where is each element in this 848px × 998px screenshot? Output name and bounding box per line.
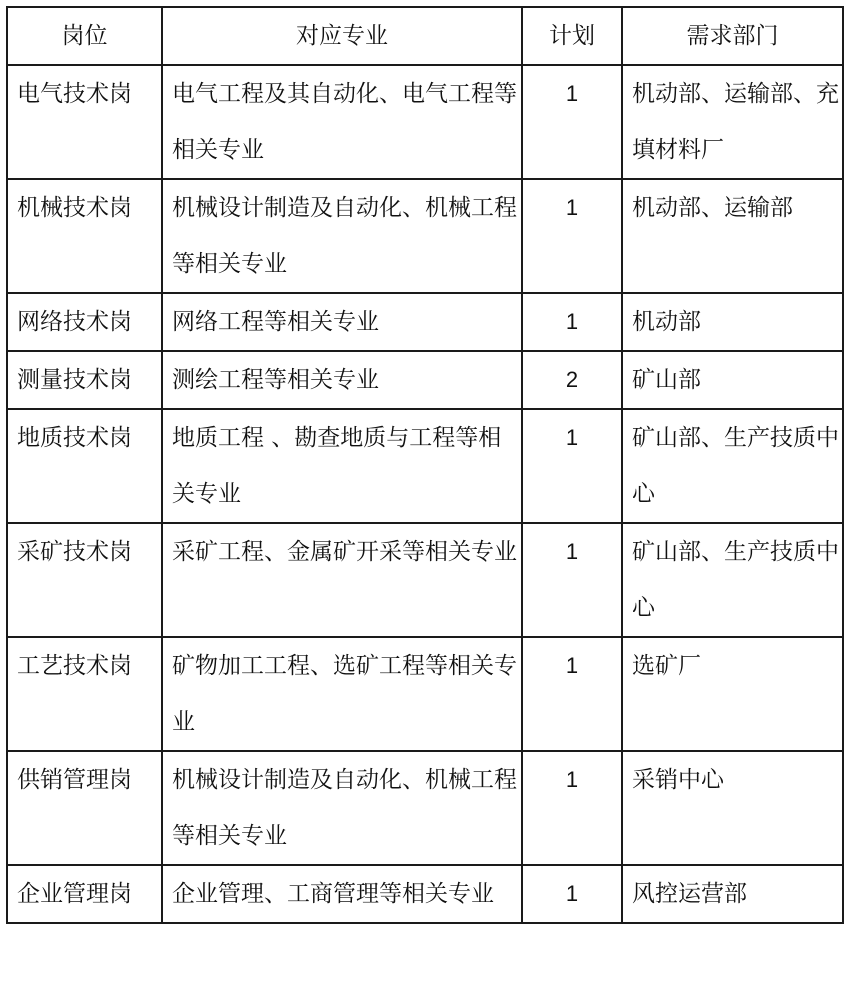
cell-major: 电气工程及其自动化、电气工程等相关专业	[162, 65, 522, 179]
header-plan: 计划	[522, 7, 622, 65]
cell-plan: 1	[522, 523, 622, 637]
cell-major: 机械设计制造及自动化、机械工程等相关专业	[162, 751, 522, 865]
cell-major: 机械设计制造及自动化、机械工程等相关专业	[162, 179, 522, 293]
cell-plan: 1	[522, 637, 622, 751]
cell-major: 地质工程 、勘查地质与工程等相关专业	[162, 409, 522, 523]
cell-dept: 机动部、运输部	[622, 179, 843, 293]
cell-post: 供销管理岗	[7, 751, 162, 865]
cell-post: 电气技术岗	[7, 65, 162, 179]
cell-dept: 矿山部	[622, 351, 843, 409]
table-row	[7, 637, 843, 751]
table-row	[7, 409, 843, 523]
cell-post: 地质技术岗	[7, 409, 162, 523]
cell-plan: 2	[522, 351, 622, 409]
cell-dept: 采销中心	[622, 751, 843, 865]
header-major: 对应专业	[162, 7, 522, 65]
cell-plan: 1	[522, 409, 622, 523]
cell-post: 机械技术岗	[7, 179, 162, 293]
cell-major: 企业管理、工商管理等相关专业	[162, 865, 522, 923]
cell-plan: 1	[522, 179, 622, 293]
table-body	[7, 65, 843, 923]
cell-plan: 1	[522, 65, 622, 179]
table-row	[7, 65, 843, 179]
cell-major: 网络工程等相关专业	[162, 293, 522, 351]
header-dept: 需求部门	[622, 7, 843, 65]
cell-plan: 1	[522, 293, 622, 351]
cell-post: 测量技术岗	[7, 351, 162, 409]
cell-post: 工艺技术岗	[7, 637, 162, 751]
cell-post: 网络技术岗	[7, 293, 162, 351]
table-header	[7, 7, 843, 65]
job-requirements-table	[6, 6, 844, 924]
table-row	[7, 865, 843, 923]
cell-plan: 1	[522, 751, 622, 865]
table-row	[7, 179, 843, 293]
cell-major: 矿物加工工程、选矿工程等相关专业	[162, 637, 522, 751]
table-row	[7, 751, 843, 865]
cell-dept: 矿山部、生产技质中心	[622, 523, 843, 637]
cell-dept: 风控运营部	[622, 865, 843, 923]
cell-post: 采矿技术岗	[7, 523, 162, 637]
cell-major: 采矿工程、金属矿开采等相关专业	[162, 523, 522, 637]
cell-dept: 选矿厂	[622, 637, 843, 751]
table-row	[7, 523, 843, 637]
cell-dept: 机动部、运输部、充填材料厂	[622, 65, 843, 179]
header-post: 岗位	[7, 7, 162, 65]
cell-post: 企业管理岗	[7, 865, 162, 923]
cell-major: 测绘工程等相关专业	[162, 351, 522, 409]
cell-dept: 矿山部、生产技质中心	[622, 409, 843, 523]
cell-dept: 机动部	[622, 293, 843, 351]
cell-plan: 1	[522, 865, 622, 923]
header-row	[7, 7, 843, 65]
table-row	[7, 351, 843, 409]
table-row	[7, 293, 843, 351]
